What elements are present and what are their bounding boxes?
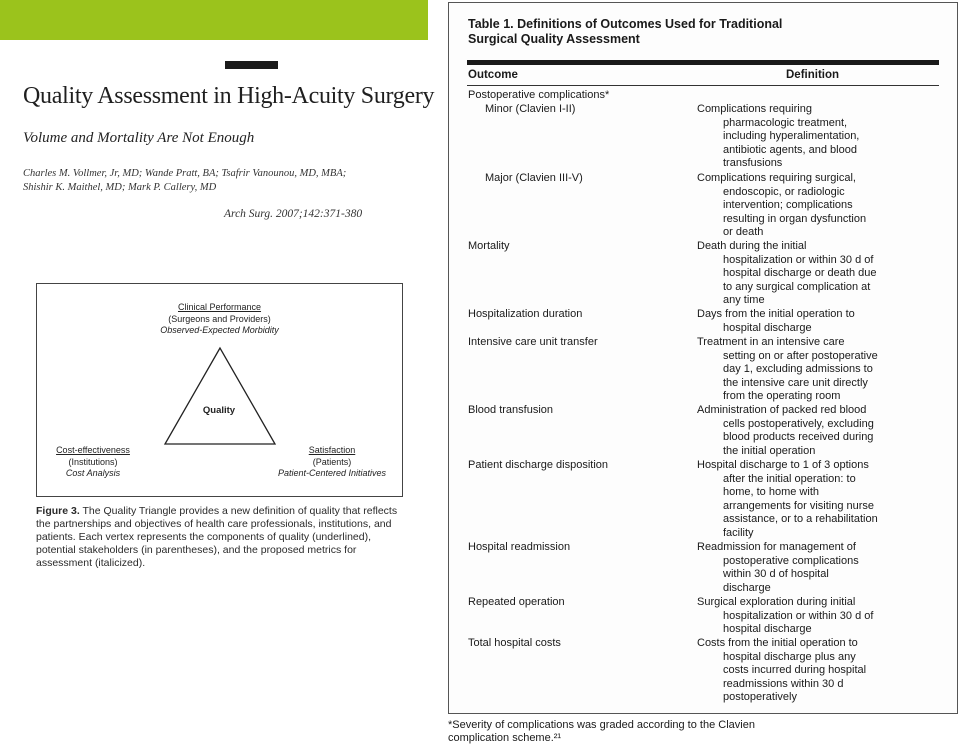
- definition-line: transfusions: [723, 157, 783, 169]
- definition-line: after the initial operation: to: [723, 472, 856, 485]
- table-row-outcome: Major (Clavien III-V): [485, 172, 583, 184]
- definition-line: resulting in organ dysfunction: [723, 212, 867, 225]
- definition-line: home, to home with: [723, 486, 819, 498]
- definition-line: Surgical exploration during initial: [697, 596, 856, 608]
- definition-line: day 1, excluding admissions to: [723, 363, 873, 375]
- triangle-center-label: Quality: [202, 405, 236, 416]
- definition-line: hospital discharge or death due: [723, 267, 877, 279]
- table-row-outcome: Intensive care unit transfer: [468, 336, 598, 348]
- table-row-outcome: Repeated operation: [468, 596, 565, 608]
- definition-line: hospitalization or within 30 d of: [723, 609, 874, 622]
- definition-line: Readmission for management of: [697, 541, 856, 553]
- table-row-definition: [697, 637, 942, 705]
- caption-label: Figure 3.: [36, 505, 80, 517]
- definition-line: assistance, or to a rehabilitation: [723, 513, 878, 525]
- definition-line: Treatment in an intensive care: [697, 336, 845, 348]
- table-row-definition: [697, 336, 942, 404]
- definition-line: Costs from the initial operation to: [697, 637, 858, 649]
- definition-line: antibiotic agents, and blood: [723, 143, 857, 156]
- definition-line: endoscopic, or radiologic: [723, 185, 845, 198]
- table-top-rule: [467, 60, 939, 65]
- definition-line: to any surgical complication at: [723, 280, 871, 293]
- definition-line: blood products received during: [723, 431, 874, 443]
- definition-line: setting on or after postoperative: [723, 349, 878, 362]
- table-row-definition: [697, 103, 942, 171]
- table-header-rule: [467, 85, 939, 86]
- journal-color-bar: [0, 0, 428, 40]
- definition-line: postoperative complications: [723, 554, 859, 567]
- definition-line: from the operating room: [723, 390, 841, 402]
- definition-line: hospital discharge: [723, 623, 812, 635]
- figure-caption: [36, 505, 398, 570]
- table-row-outcome: Minor (Clavien I-II): [485, 103, 576, 115]
- definition-line: Complications requiring: [697, 103, 812, 115]
- definition-line: Administration of packed red blood: [697, 404, 867, 416]
- definition-line: Hospital discharge to 1 of 3 options: [697, 459, 869, 471]
- definition-line: postoperatively: [723, 691, 797, 703]
- definition-line: hospitalization or within 30 d of: [723, 253, 874, 266]
- footnote-line: complication scheme.²¹: [448, 732, 562, 744]
- footnote-line: *Severity of complications was graded according to the Clavien: [448, 719, 755, 731]
- definition-line: Complications requiring surgical,: [697, 172, 856, 184]
- definition-line: Death during the initial: [697, 240, 807, 252]
- table-row-definition: [697, 541, 942, 595]
- outcomes-table: [448, 2, 958, 714]
- column-header-outcome: Outcome: [468, 69, 518, 81]
- quality-triangle-shape: [165, 348, 275, 444]
- definition-line: hospital discharge plus any: [723, 650, 856, 663]
- table-row-definition: [697, 404, 942, 458]
- vertex-cost-effectiveness: Cost-effectiveness (Institutions) Cost Analysis: [56, 445, 130, 478]
- caption-text: The Quality Triangle provides a new definition of quality that reflects the partnerships and objectives of health care professionals, institutions, and patients. Each vertex represents the components of quality (underlined), potential stakeholders (in parentheses), and the proposed metrics for assessment (italicized).: [36, 505, 398, 569]
- table-row-outcome: Hospitalization duration: [468, 308, 583, 320]
- definition-line: costs incurred during hospital: [723, 664, 867, 676]
- definition-line: facility: [723, 526, 754, 539]
- definition-line: within 30 d of hospital: [723, 568, 829, 580]
- vertex-satisfaction: Satisfaction (Patients) Patient-Centered Initiatives: [277, 445, 387, 478]
- definition-line: discharge: [723, 581, 771, 594]
- table-row-outcome: Hospital readmission: [468, 541, 571, 553]
- definition-line: pharmacologic treatment,: [723, 116, 848, 129]
- definition-line: cells postoperatively, excluding: [723, 417, 874, 430]
- paper-subtitle: Volume and Mortality Are Not Enough: [23, 130, 255, 146]
- paper-title: Quality Assessment in High-Acuity Surgery: [23, 83, 435, 109]
- author-list: Charles M. Vollmer, Jr, MD; Wande Pratt, BA; Tsafrir Vanounou, MD, MBA; Shishir K. Maithel, MD; Mark P. Callery, MD: [23, 168, 347, 193]
- table-row-definition: [697, 459, 942, 540]
- table-title-line: Table 1. Definitions of Outcomes Used for Traditional: [468, 17, 783, 31]
- definition-line: readmissions within 30 d: [723, 677, 844, 690]
- definition-line: any time: [723, 294, 765, 306]
- definition-line: arrangements for visiting nurse: [723, 499, 875, 512]
- table-row-outcome: Mortality: [468, 240, 510, 252]
- table-row-definition: [697, 596, 942, 637]
- column-header-definition: Definition: [786, 69, 840, 81]
- table-title: [468, 17, 938, 47]
- definition-line: the initial operation: [723, 444, 816, 457]
- table-row-definition: [697, 308, 942, 335]
- table-row-outcome: Blood transfusion: [468, 404, 553, 416]
- vertex-clinical-performance: Clinical Performance (Surgeons and Providers) Observed-Expected Morbidity: [160, 302, 279, 335]
- journal-citation: Arch Surg. 2007;142:371-380: [224, 208, 363, 220]
- definition-line: intervention; complications: [723, 199, 853, 211]
- definition-line: or death: [723, 226, 764, 238]
- table-footnote: [448, 719, 948, 745]
- table-row-definition: [697, 240, 942, 308]
- table-title-line: Surgical Quality Assessment: [468, 32, 640, 46]
- table-row-definition: [697, 172, 942, 240]
- quality-triangle-figure: [36, 283, 403, 497]
- table-row-outcome: Total hospital costs: [468, 637, 561, 649]
- table-row-outcome: Postoperative complications*: [468, 89, 610, 101]
- definition-line: including hyperalimentation,: [723, 130, 860, 142]
- definition-line: Days from the initial operation to: [697, 308, 855, 320]
- title-rule: [225, 61, 278, 69]
- definition-line: hospital discharge: [723, 321, 812, 334]
- definition-line: the intensive care unit directly: [723, 376, 868, 389]
- table-row-outcome: Patient discharge disposition: [468, 459, 609, 471]
